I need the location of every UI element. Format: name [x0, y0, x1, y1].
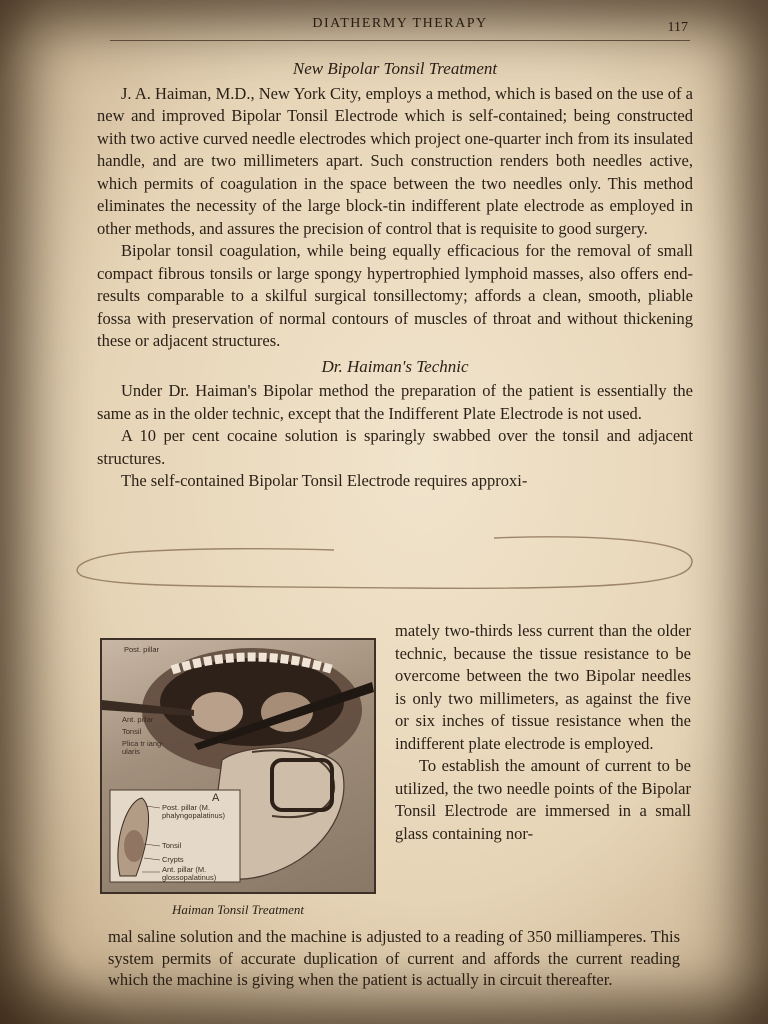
label-ant-pillar: Ant. pillar: [122, 715, 154, 724]
label-inset-a: A: [212, 792, 220, 804]
label-tonsil: Tonsil: [122, 727, 142, 736]
label-post-pillar: Post. pillar: [124, 645, 160, 654]
bottom-text-block: [108, 926, 680, 991]
right-column-text: [395, 620, 691, 845]
tonsil-illustration: [100, 638, 376, 894]
figure-caption: Haiman Tonsil Treatment: [172, 902, 304, 917]
running-head: [110, 16, 690, 41]
paragraph-cocaine: A 10 per cent cocaine solution is sparingly swabbed over the tonsil and adjacent structures.: [97, 426, 693, 468]
paragraph-preparation: Under Dr. Haiman's Bipolar method the preparation of the patient is essentially the same as in the older technic, except that the Indifferent Plate Electrode is not used.: [97, 381, 693, 423]
label-inset-tonsil: Tonsil: [162, 841, 182, 850]
label-inset-post-pillar: Post. pillar (M. phalyngopalatinus): [162, 803, 225, 820]
throat-drawing: [102, 640, 374, 892]
paragraph-current-requirement: mately two-thirds less current than the older technic, because the tissue resistance to be overcome between the two Bipolar needles is only two millimeters, as against the five or six inches of tissue resistance when the indifferent plate electrode is employed.: [395, 621, 691, 753]
paragraph-bipolar-coagulation: Bipolar tonsil coagulation, while being equally efficacious for the removal of small compact fibrous tonsils or large spongy hypertrophied lymphoid masses, also offers end-results comparable to a skilful surgical tonsillectomy; affords a clean, smooth, pliable fossa with preservation of normal contours of muscles of throat and without thickening these or adjacent structures.: [97, 241, 693, 350]
paragraph-electrode-start: The self-contained Bipolar Tonsil Electrode requires approxi-: [121, 471, 528, 490]
pencil-annotation-loop: [74, 532, 704, 596]
section-heading-technic: Dr. Haiman's Technic: [321, 356, 469, 376]
label-inset-ant-pillar: Ant. pillar (M. glossopalatinus): [162, 865, 217, 882]
paragraph-haiman-method: J. A. Haiman, M.D., New York City, employs a method, which is based on the use of a new and improved Bipolar Tonsil Electrode which is self-contained; being constructed with two active curved needle electrodes which project one-quarter inch from its insulated handle, and are two millimeters apart. Such construction renders both needles active, which permits of coagulation in the space between the two needles only. This method eliminates the necessity of the large block-tin indifferent plate electrode as employed in other methods, and assures the precision of control that is requisite to good surgery.: [97, 83, 693, 238]
paragraph-saline-solution: mal saline solution and the machine is adjusted to a reading of 350 milliamperes. This system permits of accurate duplication of current and affords the current reading which the machine is giving when the patient is actually in circuit thereafter.: [108, 927, 680, 989]
page-number: 117: [667, 20, 688, 35]
main-text-block: [97, 58, 693, 493]
paragraph-establish-current: To establish the amount of current to be utilized, the two needle points of the Bipolar Tonsil Electrode are immersed in a small glass containing nor-: [395, 756, 691, 843]
label-plica: Plica tr iang-ularis: [122, 739, 164, 756]
section-heading-bipolar: New Bipolar Tonsil Treatment: [292, 59, 498, 78]
label-inset-crypts: Crypts: [162, 855, 184, 864]
running-head-title: DIATHERMY THERAPY: [312, 16, 488, 31]
